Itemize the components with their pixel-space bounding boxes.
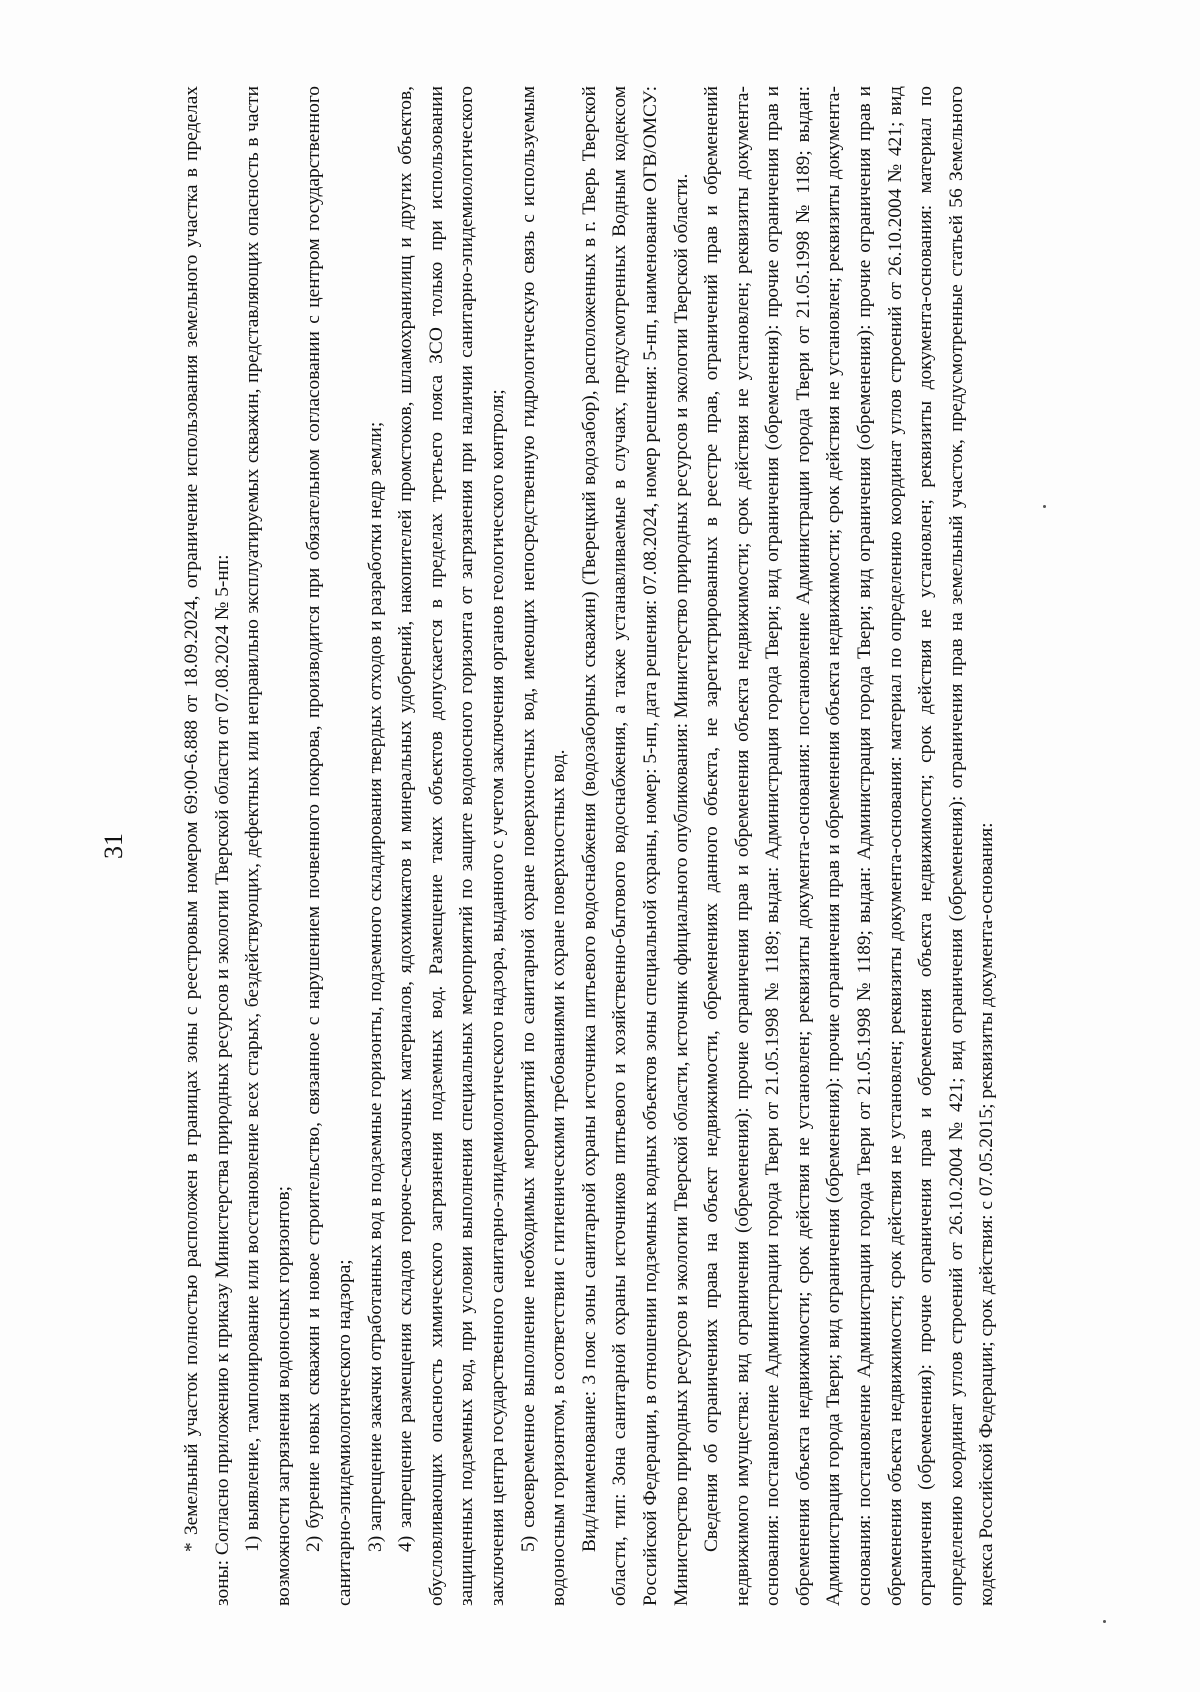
- paragraph-encumbrances: Сведения об ограничениях права на объект недвижимости, обременениях данного объекта, не зарегистрированных в реестре прав, ограничений прав и обременений недвижимого имущества: вид ограничения (обременения): прочие ограничения прав и обременения объекта недвижимости; срок действия не установлен; реквизиты документа-основания: постановление Администрации города Твери от 21.05.1998 № 1189; выдан: Администрация города Твери; вид ограничения (обременения): прочие ограничения прав и обременения объекта недвижимости; срок действия не установлен; реквизиты документа-основания: постановление Администрации города Твери от 21.05.1998 № 1189; выдан: Администрация города Твери; вид ограничения (обременения): прочие ограничения прав и обременения объекта недвижимости; срок действия не установлен; реквизиты документа-основания: постановление Администрации города Твери от 21.05.1998 № 1189; выдан: Администрация города Твери; вид ограничения (обременения): прочие ограничения прав и обременения объекта недвижимости; срок действия не установлен; реквизиты документа-основания: материал по определению координат углов строений от 26.10.2004 № 421; вид ограничения (обременения): прочие ограничения прав и обременения объекта недвижимости; срок действия не установлен; реквизиты документа-основания: материал по определению координат углов строений от 26.10.2004 № 421; вид ограничения (обременения): ограничения прав на земельный участок, предусмотренные статьей 56 Земельного кодекса Российской Федерации; срок действия: с 07.05.2015; реквизиты документа-основания:: [701, 86, 998, 1606]
- paragraph-item-4: 4) запрещение размещения складов горюче-смазочных материалов, ядохимикатов и минеральных удобрений, накопителей промстоков, шламохранилищ и других объектов, обусловливающих опасность химического загрязнения подземных вод. Размещение таких объектов допускается в пределах третьего пояса ЗСО только при использовании защищенных подземных вод, при условии выполнения специальных мероприятий по защите водоносного горизонта от загрязнения при наличии санитарно-эпидемиологического заключения центра государственного санитарно-эпидемиологического надзора, выданного с учетом заключения органов геологического контроля;: [395, 86, 508, 1606]
- paragraph-item-1: 1) выявление, тампонирование или восстановление всех старых, бездействующих, дефектных или неправильно эксплуатируемых скважин, представляющих опасность в части возможности загрязнения водоносных горизонтов;: [242, 86, 294, 1606]
- scan-speck: [1043, 505, 1046, 508]
- paragraph-item-2: 2) бурение новых скважин и новое строительство, связанное с нарушением почвенного покрова, производится при обязательном согласовании с центром государственного санитарно-эпидемиологического надзора;: [303, 86, 355, 1606]
- paragraph-land-plot-note: * Земельный участок полностью расположен в границах зоны с реестровым номером 69:00-6.888 от 18.09.2024, ограничение использования земельного участка в пределах зоны: Согласно приложению к приказу Министерства природных ресурсов и экологии Тверской области от 07.08.2024 № 5-нп:: [181, 86, 233, 1606]
- paragraph-item-3: 3) запрещение закачки отработанных вод в подземные горизонты, подземного складирования твердых отходов и разработки недр земли;: [364, 421, 386, 1552]
- document-body: [177, 86, 1003, 1606]
- rotated-text-page: [85, 56, 1115, 1636]
- paragraph-item-5: 5) своевременное выполнение необходимых мероприятий по санитарной охране поверхностных вод, имеющих непосредственную гидрологическую связь с используемым водоносным горизонтом, в соответствии с гигиеническими требованиями к охране поверхностных вод.: [517, 86, 570, 1606]
- paragraph-zone-type: Вид/наименование: 3 пояс зоны санитарной охраны источника питьевого водоснабжения (водозаборных скважин) (Тверецкий водозабор), расположенных в г. Тверь Тверской области, тип: Зона санитарной охраны источников питьевого и хозяйственно-бытового водоснабжения, а также устанавливаемые в случаях, предусмотренных Водным кодексом Российской Федерации, в отношении подземных водных объектов зоны специальной охраны, номер: 5-нп, дата решения: 07.08.2024, номер решения: 5-нп, наименование ОГВ/ОМСУ: Министерство природных ресурсов и экологии Тверской области, источник официального опубликования: Министерство природных ресурсов и экологии Тверской области.: [578, 86, 692, 1606]
- page-number: 31: [99, 833, 128, 859]
- scan-speck: [1103, 1620, 1106, 1623]
